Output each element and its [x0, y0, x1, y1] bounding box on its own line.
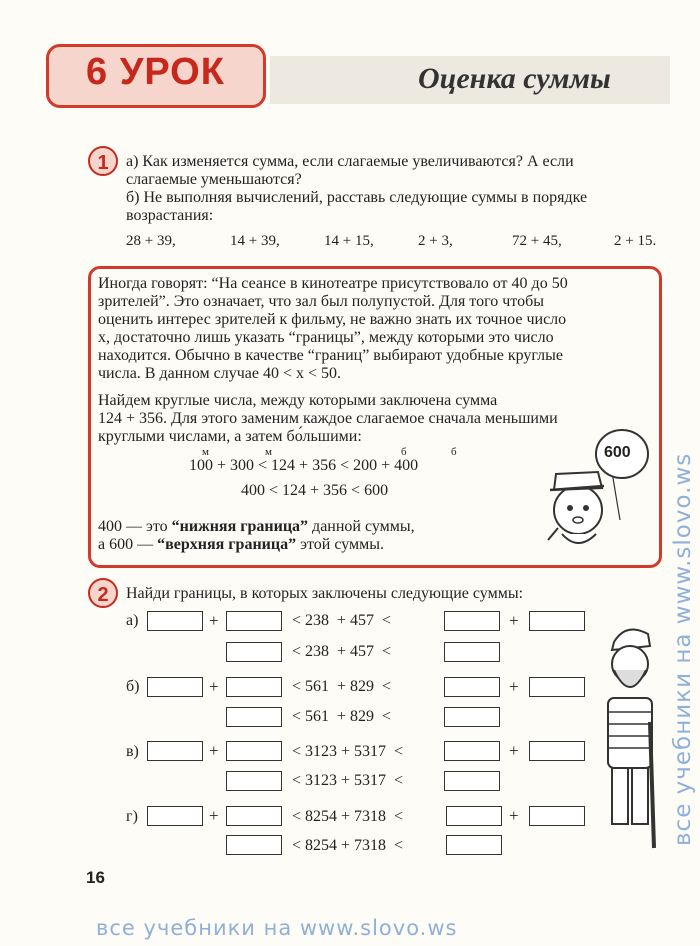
- answer-box[interactable]: [444, 677, 500, 697]
- sum-expression: < 561 + 829 <: [292, 678, 392, 695]
- answer-box[interactable]: [444, 611, 500, 631]
- row-label: г): [126, 808, 138, 825]
- info-p1-line: Иногда говорят: “На сеансе в кинотеатре присутствовало от 40 до 50: [98, 275, 568, 292]
- sum-item: 14 + 39,: [230, 233, 280, 249]
- plus-sign: +: [209, 677, 219, 696]
- answer-box[interactable]: [147, 677, 203, 697]
- row-label: б): [126, 678, 140, 695]
- sum-item: 2 + 15.: [614, 233, 657, 249]
- sum-item: 14 + 15,: [324, 233, 374, 249]
- page-title: Оценка суммы: [418, 62, 611, 95]
- answer-box[interactable]: [444, 771, 500, 791]
- answer-box[interactable]: [446, 835, 502, 855]
- answer-box[interactable]: [444, 707, 500, 727]
- lesson-badge-text: 6 УРОК: [86, 51, 225, 93]
- answer-box[interactable]: [226, 677, 282, 697]
- plus-sign: +: [509, 677, 519, 696]
- answer-box[interactable]: [226, 642, 282, 662]
- info-p2-line: круглыми числами, а затем бо́льшими:: [98, 428, 362, 445]
- conclusion-2: [98, 536, 384, 554]
- sum-item: 72 + 45,: [512, 233, 562, 249]
- conclusion-1-post: данной суммы,: [308, 518, 415, 535]
- conclusion-2-post: этой суммы.: [296, 536, 384, 553]
- side-watermark: [660, 130, 700, 850]
- answer-box[interactable]: [444, 741, 500, 761]
- sum-expression: < 3123 + 5317 <: [292, 743, 404, 760]
- sum-expression: < 3123 + 5317 <: [292, 772, 404, 789]
- boy-with-balloon-illustration: [540, 428, 660, 558]
- plus-sign: +: [209, 806, 219, 825]
- answer-box[interactable]: [226, 741, 282, 761]
- plus-sign: +: [509, 741, 519, 760]
- conclusion-2-pre: а 600 —: [98, 536, 158, 553]
- plus-sign: +: [509, 611, 519, 630]
- balloon-label: 600: [604, 444, 631, 461]
- sum-expression: < 8254 + 7318 <: [292, 808, 404, 825]
- task-2-prompt: Найди границы, в которых заключены следующие суммы:: [126, 585, 524, 602]
- answer-box[interactable]: [529, 741, 585, 761]
- task-1-line-a2: слагаемые уменьшаются?: [126, 171, 302, 188]
- answer-box[interactable]: [529, 677, 585, 697]
- answer-box[interactable]: [446, 806, 502, 826]
- answer-box[interactable]: [529, 611, 585, 631]
- info-p1-line: находится. Обычно в качестве “границ” выбирают удобные круглые: [98, 347, 563, 364]
- sum-expression: < 8254 + 7318 <: [292, 837, 404, 854]
- answer-box[interactable]: [226, 835, 282, 855]
- answer-box[interactable]: [226, 707, 282, 727]
- side-watermark-text: все учебники на www.slovo.ws: [670, 452, 696, 846]
- conclusion-1: [98, 518, 415, 536]
- task-1-line-a1: а) Как изменяется сумма, если слагаемые увеличиваются? А если: [126, 153, 574, 170]
- answer-box[interactable]: [147, 806, 203, 826]
- bottom-watermark: все учебники на www.slovo.ws: [96, 916, 458, 940]
- answer-box[interactable]: [529, 806, 585, 826]
- info-p1-line: оценить интерес зрителей к фильму, не важно знать их точное число: [98, 311, 567, 328]
- inequality-1: 100 + 300 < 124 + 356 < 200 + 400: [189, 457, 419, 474]
- info-p2-line: 124 + 356. Для этого заменим каждое слагаемое сначала меньшими: [98, 410, 558, 427]
- info-p1-line: x, достаточно лишь указать “границы”, между которыми это число: [98, 329, 554, 346]
- plus-sign: +: [209, 611, 219, 630]
- task-1-number: 1: [88, 146, 118, 176]
- plus-sign: +: [509, 806, 519, 825]
- sum-expression: < 238 + 457 <: [292, 612, 392, 629]
- answer-box[interactable]: [444, 642, 500, 662]
- task-1-line-b1: б) Не выполняя вычислений, расставь следующие суммы в порядке: [126, 189, 588, 206]
- mark-b: б: [451, 446, 457, 458]
- upper-bound-term: “верхняя граница”: [157, 536, 297, 553]
- sum-item: 2 + 3,: [418, 233, 453, 249]
- answer-box[interactable]: [147, 611, 203, 631]
- task-2-number: 2: [88, 578, 118, 608]
- answer-box[interactable]: [226, 806, 282, 826]
- answer-box[interactable]: [226, 611, 282, 631]
- inequality-2: 400 < 124 + 356 < 600: [241, 482, 389, 499]
- sum-item: 28 + 39,: [126, 233, 176, 249]
- sum-expression: < 238 + 457 <: [292, 643, 392, 660]
- mark-m: м: [265, 446, 272, 458]
- plus-sign: +: [209, 741, 219, 760]
- mark-m: м: [202, 446, 209, 458]
- info-p1-line: числа. В данном случае 40 < x < 50.: [98, 365, 342, 382]
- answer-box[interactable]: [147, 741, 203, 761]
- sum-expression: < 561 + 829 <: [292, 708, 392, 725]
- answer-box[interactable]: [226, 771, 282, 791]
- bearded-man-illustration: [596, 612, 662, 852]
- info-p1-line: зрителей”. Это означает, что зал был полупустой. Для того чтобы: [98, 293, 544, 310]
- lower-bound-term: “нижняя граница”: [171, 518, 309, 535]
- task-1-line-b2: возрастания:: [126, 207, 214, 224]
- page-number: 16: [86, 868, 105, 887]
- row-label: а): [126, 612, 139, 629]
- conclusion-1-pre: 400 — это: [98, 518, 172, 535]
- mark-b: б: [401, 446, 407, 458]
- row-label: в): [126, 743, 139, 760]
- info-p2-line: Найдем круглые числа, между которыми заключена сумма: [98, 392, 498, 409]
